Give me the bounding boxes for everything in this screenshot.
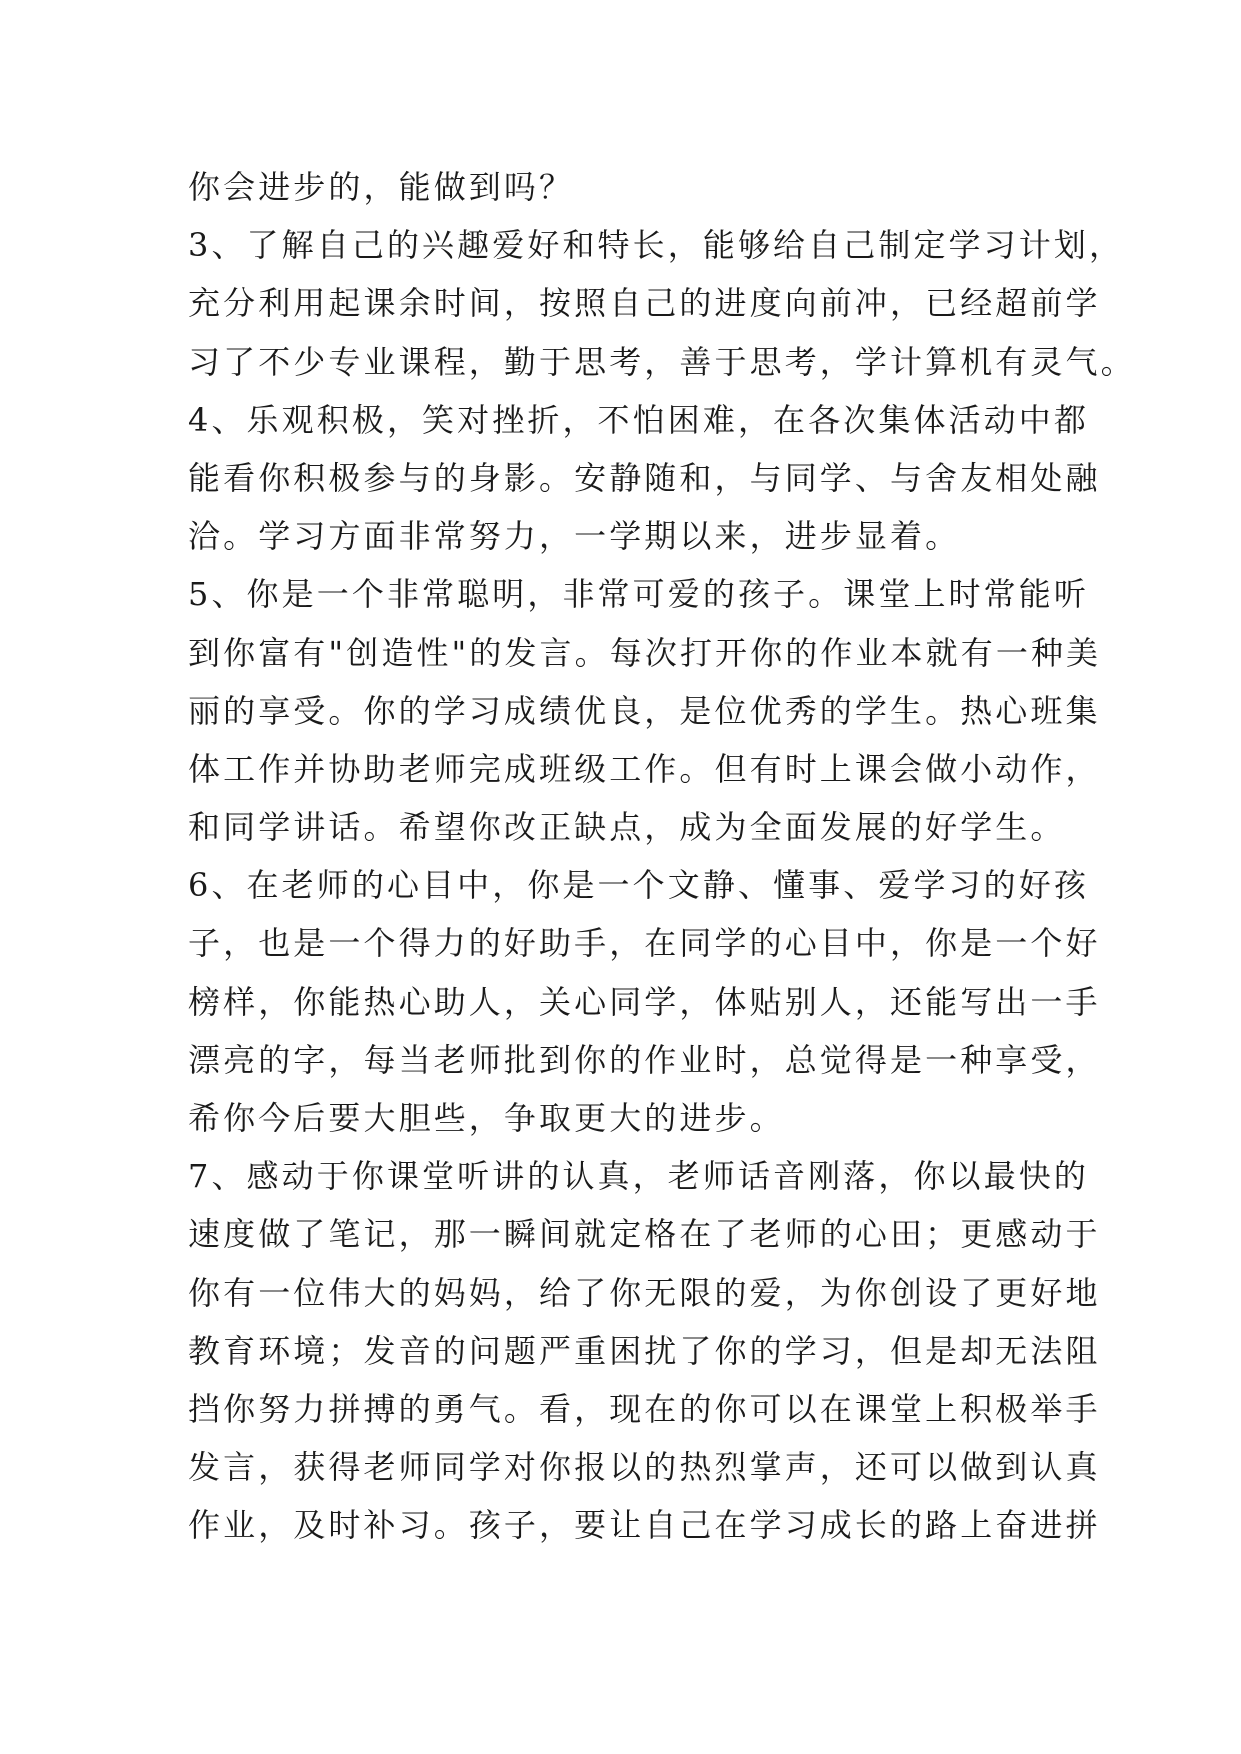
text-line: 洽。学习方面非常努力，一学期以来，进步显着。 — [188, 517, 961, 556]
text-line: 充分利用起课余时间，按照自己的进度向前冲，已经超前学 — [188, 284, 1101, 323]
text-line: 教育环境；发音的问题严重困扰了你的学习，但是却无法阻 — [188, 1331, 1101, 1370]
text-line: 速度做了笔记，那一瞬间就定格在了老师的心田；更感动于 — [188, 1215, 1101, 1254]
text-line: 和同学讲话。希望你改正缺点，成为全面发展的好学生。 — [188, 808, 1066, 847]
text-line: 发言，获得老师同学对你报以的热烈掌声，还可以做到认真 — [188, 1448, 1101, 1487]
text-line: 榜样，你能热心助人，关心同学，体贴别人，还能写出一手 — [188, 982, 1101, 1021]
text-line: 你会进步的，能做到吗？ — [188, 168, 575, 206]
text-line: 挡你努力拼搏的勇气。看，现在的你可以在课堂上积极举手 — [188, 1389, 1101, 1428]
text-line: 希你今后要大胆些，争取更大的进步。 — [188, 1099, 785, 1137]
text-line: 漂亮的字，每当老师批到你的作业时，总觉得是一种享受， — [188, 1040, 1101, 1079]
text-line: 能看你积极参与的身影。安静随和，与同学、与舍友相处融 — [188, 458, 1101, 497]
text-line: 丽的享受。你的学习成绩优良，是位优秀的学生。热心班集 — [188, 691, 1101, 730]
document-body — [188, 158, 1136, 1555]
text-line: 子，也是一个得力的好助手，在同学的心目中，你是一个好 — [188, 924, 1101, 963]
text-line: 习了不少专业课程，勤于思考，善于思考，学计算机有灵气。 — [188, 342, 1136, 381]
text-line: 到你富有"创造性"的发言。每次打开你的作业本就有一种美 — [188, 633, 1102, 672]
text-line: 你有一位伟大的妈妈，给了你无限的爱，为你创设了更好地 — [188, 1273, 1101, 1312]
text-line: 3、了解自己的兴趣爱好和特长，能够给自己制定学习计划， — [188, 226, 1125, 265]
text-line: 4、乐观积极，笑对挫折，不怕困难，在各次集体活动中都 — [188, 400, 1089, 439]
text-line: 体工作并协助老师完成班级工作。但有时上课会做小动作， — [188, 749, 1101, 788]
text-line: 作业，及时补习。孩子，要让自己在学习成长的路上奋进拼 — [188, 1506, 1101, 1545]
text-line: 6、在老师的心目中，你是一个文静、懂事、爱学习的好孩 — [188, 866, 1089, 905]
text-line: 5、你是一个非常聪明，非常可爱的孩子。课堂上时常能听 — [188, 575, 1089, 614]
text-line: 7、感动于你课堂听讲的认真，老师话音刚落，你以最快的 — [188, 1157, 1089, 1196]
